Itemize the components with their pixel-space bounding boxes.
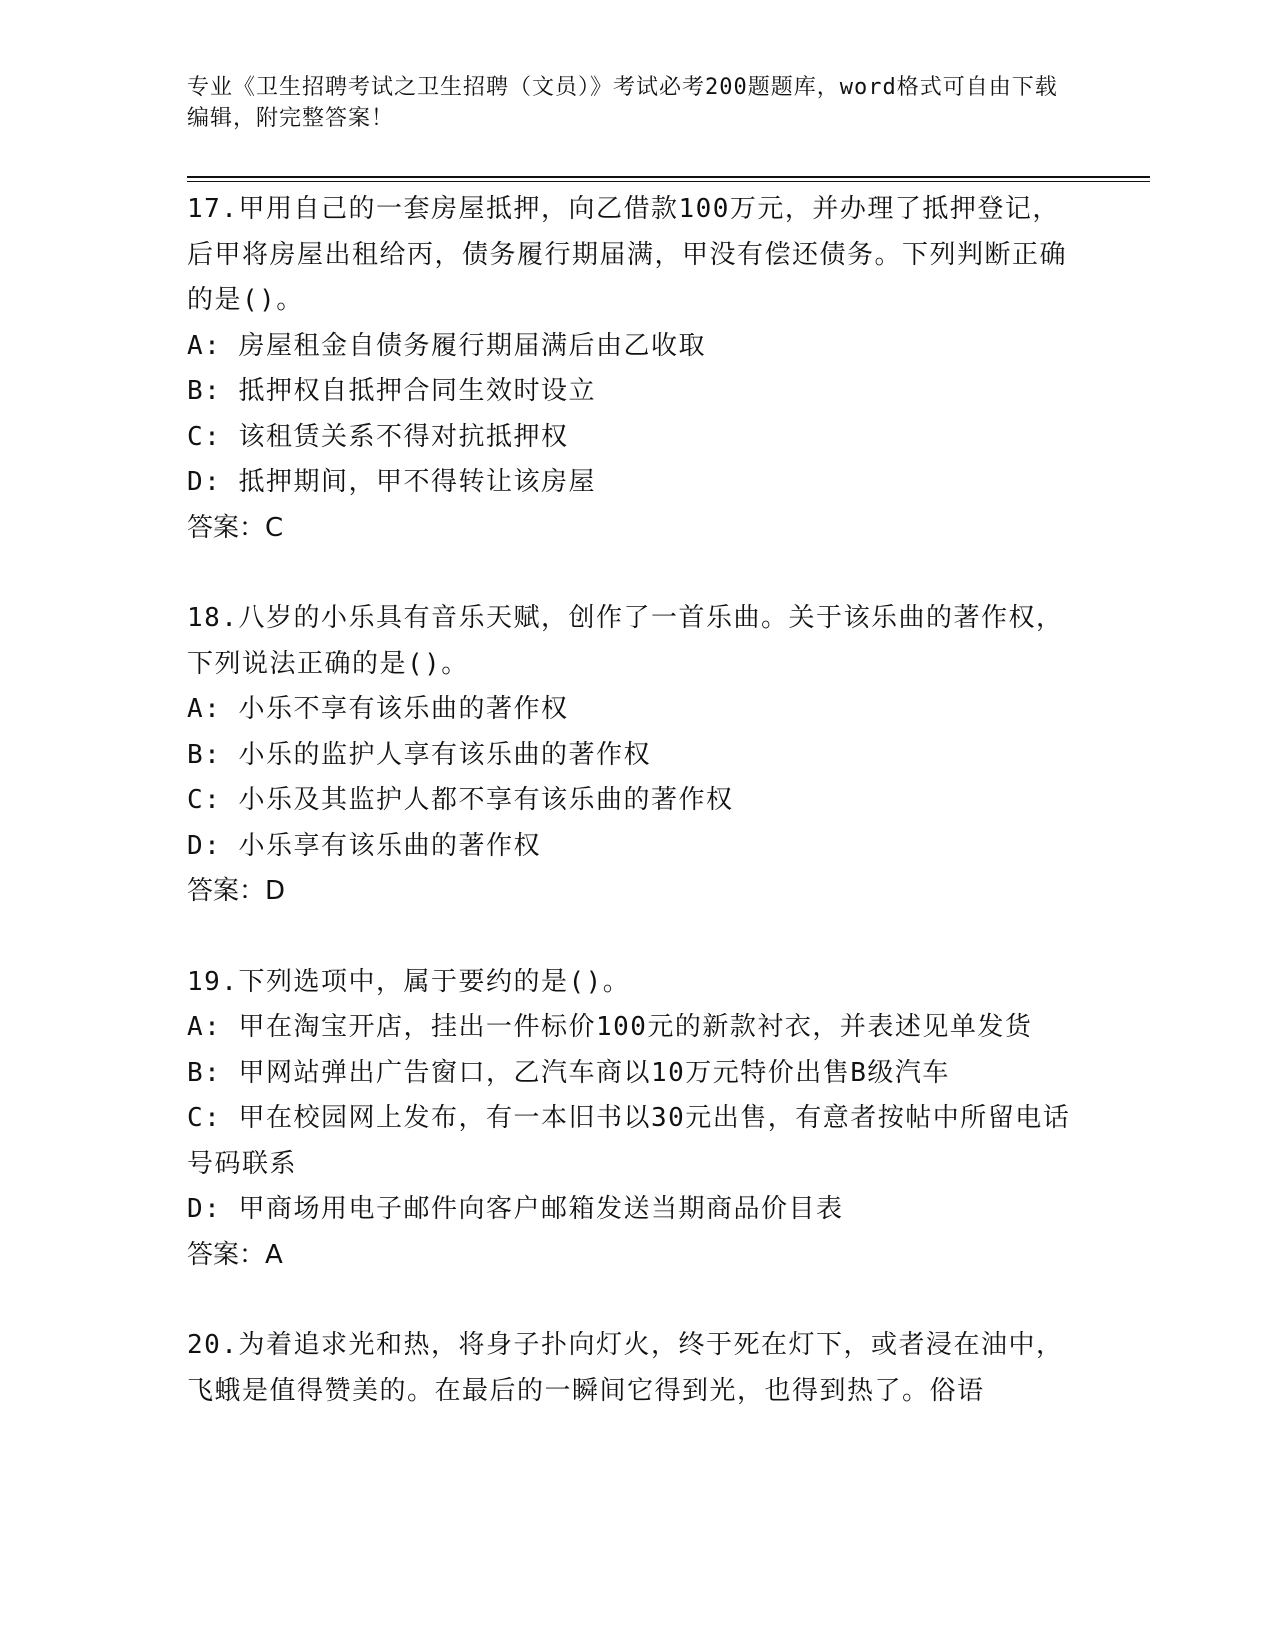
option-c: C: 甲在校园网上发布，有一本旧书以30元出售，有意者按帖中所留电话号码联系	[187, 1103, 1071, 1179]
header-divider-thin	[187, 181, 1150, 182]
question-20	[187, 1323, 1087, 1414]
option-c: C: 小乐及其监护人都不享有该乐曲的著作权	[187, 785, 734, 815]
option-a: A: 甲在淘宝开店，挂出一件标价100元的新款衬衣，并表述见单发货	[187, 1012, 1033, 1042]
answer-label: 答案：C	[187, 512, 284, 543]
option-d: D: 小乐享有该乐曲的著作权	[187, 830, 541, 861]
option-d: D: 抵押期间，甲不得转让该房屋	[187, 467, 596, 497]
answer-label: 答案：A	[187, 1239, 283, 1270]
option-a: A: 房屋租金自债务履行期届满后由乙收取	[187, 330, 706, 361]
question-18	[187, 596, 1087, 915]
option-c: C: 该租赁关系不得对抗抵押权	[187, 421, 569, 452]
question-stem: 17.甲用自己的一套房屋抵押，向乙借款100万元，并办理了抵押登记，后甲将房屋出租给丙，债务履行期届满，甲没有偿还债务。下列判断正确的是()。	[187, 194, 1068, 315]
option-d: D: 甲商场用电子邮件向客户邮箱发送当期商品价目表	[187, 1194, 844, 1224]
document-header: 专业《卫生招聘考试之卫生招聘（文员）》考试必考200题题库，word格式可自由下载编辑，附完整答案！	[187, 75, 1058, 131]
question-stem: 20.为着追求光和热，将身子扑向灯火，终于死在灯下，或者浸在油中，飞蛾是值得赞美的。在最后的一瞬间它得到光，也得到热了。俗语	[187, 1330, 1064, 1406]
answer-label: 答案：D	[187, 876, 286, 906]
question-list	[187, 187, 1087, 1459]
question-stem: 18.八岁的小乐具有音乐天赋，创作了一首乐曲。关于该乐曲的著作权，下列说法正确的是()。	[187, 603, 1064, 679]
question-17	[187, 187, 1087, 551]
option-a: A: 小乐不享有该乐曲的著作权	[187, 694, 569, 724]
option-b: B: 小乐的监护人享有该乐曲的著作权	[187, 739, 651, 770]
question-19	[187, 960, 1087, 1279]
option-b: B: 甲网站弹出广告窗口，乙汽车商以10万元特价出售B级汽车	[187, 1057, 950, 1088]
option-b: B: 抵押权自抵押合同生效时设立	[187, 376, 596, 406]
question-stem: 19.下列选项中，属于要约的是()。	[187, 966, 631, 997]
header-divider-thick	[187, 176, 1150, 178]
